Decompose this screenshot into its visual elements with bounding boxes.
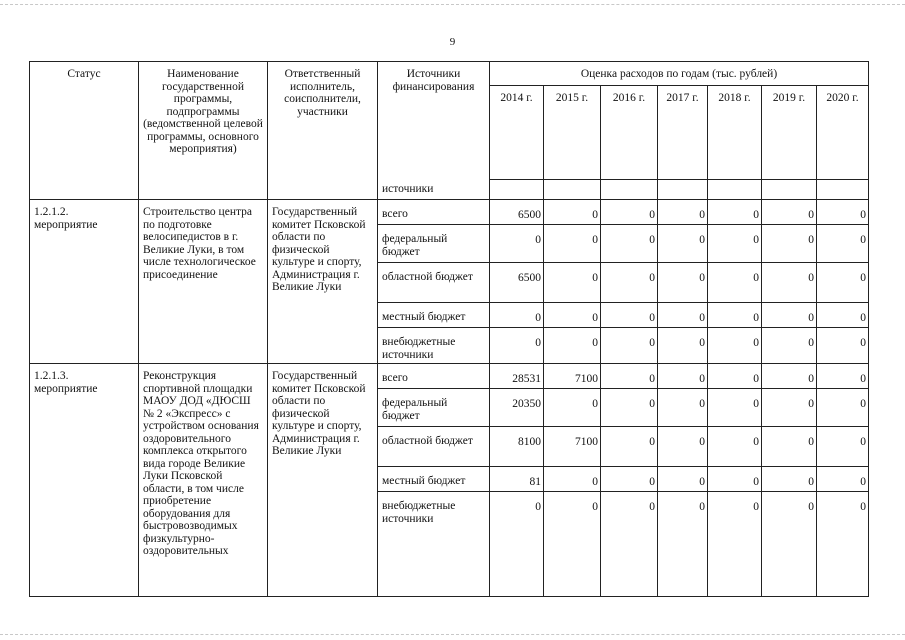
value-cell: 0 bbox=[658, 303, 708, 328]
value-cell: 0 bbox=[544, 303, 601, 328]
value-cell: 0 bbox=[658, 200, 708, 225]
value-cell: 0 bbox=[708, 263, 762, 303]
value-cell: 0 bbox=[544, 492, 601, 597]
empty-cell bbox=[268, 180, 378, 200]
source-label: федеральный бюджет bbox=[378, 225, 490, 263]
value-cell: 0 bbox=[601, 225, 658, 263]
source-label: местный бюджет bbox=[378, 467, 490, 492]
value-cell: 0 bbox=[708, 225, 762, 263]
value-cell: 0 bbox=[817, 263, 869, 303]
empty-cell bbox=[817, 180, 869, 200]
value-cell: 0 bbox=[658, 492, 708, 597]
empty-cell bbox=[762, 180, 817, 200]
empty-cell bbox=[490, 180, 544, 200]
value-cell: 0 bbox=[658, 225, 708, 263]
year-header: 2020 г. bbox=[817, 86, 869, 180]
value-cell: 0 bbox=[817, 427, 869, 467]
header-status: Статус bbox=[30, 62, 139, 180]
value-cell: 0 bbox=[601, 263, 658, 303]
value-cell: 0 bbox=[601, 200, 658, 225]
value-cell: 0 bbox=[817, 328, 869, 364]
value-cell: 0 bbox=[708, 467, 762, 492]
year-header: 2017 г. bbox=[658, 86, 708, 180]
value-cell: 0 bbox=[708, 389, 762, 427]
value-cell: 6500 bbox=[490, 200, 544, 225]
table-body bbox=[30, 62, 869, 597]
value-cell: 0 bbox=[762, 328, 817, 364]
value-cell: 0 bbox=[762, 263, 817, 303]
header-executor: Ответственный исполнитель, соисполнители, участники bbox=[268, 62, 378, 180]
status-cell: 1.2.1.2. мероприятие bbox=[30, 200, 139, 364]
value-cell: 0 bbox=[601, 303, 658, 328]
value-cell: 0 bbox=[762, 303, 817, 328]
empty-cell bbox=[658, 180, 708, 200]
value-cell: 0 bbox=[817, 303, 869, 328]
source-label: всего bbox=[378, 200, 490, 225]
table-row bbox=[30, 364, 869, 389]
source-label: источники bbox=[378, 180, 490, 200]
value-cell: 0 bbox=[817, 389, 869, 427]
value-cell: 0 bbox=[817, 200, 869, 225]
value-cell: 0 bbox=[708, 492, 762, 597]
year-header: 2019 г. bbox=[762, 86, 817, 180]
value-cell: 0 bbox=[708, 328, 762, 364]
source-label: внебюджетные источники bbox=[378, 492, 490, 597]
value-cell: 0 bbox=[762, 364, 817, 389]
source-label: областной бюджет bbox=[378, 427, 490, 467]
value-cell: 0 bbox=[490, 492, 544, 597]
value-cell: 0 bbox=[762, 200, 817, 225]
value-cell: 0 bbox=[544, 389, 601, 427]
value-cell: 0 bbox=[817, 492, 869, 597]
value-cell: 0 bbox=[817, 364, 869, 389]
value-cell: 0 bbox=[544, 263, 601, 303]
value-cell: 0 bbox=[762, 389, 817, 427]
source-label: всего bbox=[378, 364, 490, 389]
value-cell: 7100 bbox=[544, 427, 601, 467]
value-cell: 0 bbox=[601, 364, 658, 389]
value-cell: 0 bbox=[708, 303, 762, 328]
value-cell: 6500 bbox=[490, 263, 544, 303]
year-header: 2015 г. bbox=[544, 86, 601, 180]
value-cell: 0 bbox=[601, 328, 658, 364]
value-cell: 0 bbox=[658, 427, 708, 467]
header-sources: Источники финансирования bbox=[378, 62, 490, 180]
value-cell: 0 bbox=[708, 364, 762, 389]
value-cell: 0 bbox=[658, 263, 708, 303]
source-label: областной бюджет bbox=[378, 263, 490, 303]
scan-artifact-top bbox=[0, 4, 905, 5]
empty-cell bbox=[30, 180, 139, 200]
executor-cell: Государственный комитет Псковской области по физической культуре и спорту, Администрация г. Великие Луки bbox=[268, 364, 378, 597]
value-cell: 0 bbox=[490, 328, 544, 364]
name-cell: Строительство центра по подготовке велосипедистов в г. Великие Луки, в том числе технологическое присоединение bbox=[139, 200, 268, 364]
value-cell: 0 bbox=[658, 467, 708, 492]
name-cell: Реконструкция спортивной площадки МАОУ ДОД «ДЮСШ № 2 «Экспресс» с устройством основания оздоровительного комплекса открытого вида городе Великие Луки Псковской области, в том числе приобретение оборудования для быстровозводимых физкультурно-оздоровительных bbox=[139, 364, 268, 597]
value-cell: 20350 bbox=[490, 389, 544, 427]
value-cell: 0 bbox=[601, 492, 658, 597]
value-cell: 0 bbox=[601, 467, 658, 492]
year-header: 2016 г. bbox=[601, 86, 658, 180]
value-cell: 0 bbox=[708, 427, 762, 467]
value-cell: 0 bbox=[762, 225, 817, 263]
value-cell: 81 bbox=[490, 467, 544, 492]
year-header: 2014 г. bbox=[490, 86, 544, 180]
source-label: федеральный бюджет bbox=[378, 389, 490, 427]
budget-table bbox=[29, 61, 869, 597]
value-cell: 0 bbox=[762, 467, 817, 492]
header-estimate: Оценка расходов по годам (тыс. рублей) bbox=[490, 62, 869, 86]
value-cell: 0 bbox=[658, 389, 708, 427]
executor-cell: Государственный комитет Псковской области по физической культуре и спорту, Администрация г. Великие Луки bbox=[268, 200, 378, 364]
empty-cell bbox=[544, 180, 601, 200]
table-row bbox=[30, 200, 869, 225]
scan-artifact-bottom bbox=[0, 634, 905, 635]
value-cell: 0 bbox=[544, 200, 601, 225]
empty-cell bbox=[708, 180, 762, 200]
value-cell: 0 bbox=[490, 225, 544, 263]
value-cell: 28531 bbox=[490, 364, 544, 389]
value-cell: 0 bbox=[708, 200, 762, 225]
value-cell: 0 bbox=[544, 328, 601, 364]
continued-row bbox=[30, 180, 869, 200]
source-label: внебюджетные источники bbox=[378, 328, 490, 364]
value-cell: 8100 bbox=[490, 427, 544, 467]
page-number: 9 bbox=[449, 36, 456, 48]
value-cell: 0 bbox=[762, 492, 817, 597]
value-cell: 0 bbox=[601, 389, 658, 427]
value-cell: 0 bbox=[817, 225, 869, 263]
empty-cell bbox=[139, 180, 268, 200]
value-cell: 0 bbox=[490, 303, 544, 328]
value-cell: 0 bbox=[762, 427, 817, 467]
empty-cell bbox=[601, 180, 658, 200]
value-cell: 0 bbox=[817, 467, 869, 492]
year-header: 2018 г. bbox=[708, 86, 762, 180]
value-cell: 7100 bbox=[544, 364, 601, 389]
value-cell: 0 bbox=[658, 364, 708, 389]
status-cell: 1.2.1.3. мероприятие bbox=[30, 364, 139, 597]
value-cell: 0 bbox=[544, 225, 601, 263]
value-cell: 0 bbox=[658, 328, 708, 364]
header-name: Наименование государственной программы, подпрограммы (ведомственной целевой программы, основного мероприятия) bbox=[139, 62, 268, 180]
value-cell: 0 bbox=[601, 427, 658, 467]
value-cell: 0 bbox=[544, 467, 601, 492]
source-label: местный бюджет bbox=[378, 303, 490, 328]
